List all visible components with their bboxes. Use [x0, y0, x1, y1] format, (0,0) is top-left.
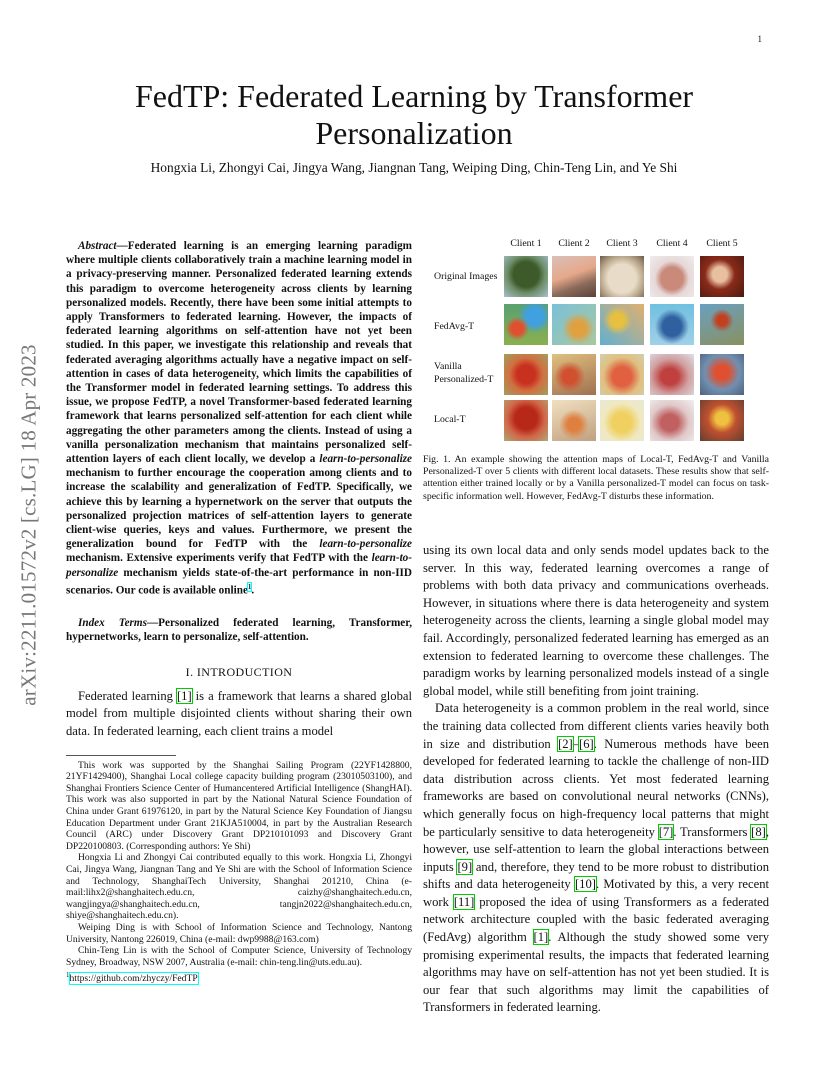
original-image-couch — [600, 256, 644, 297]
vanilla-map-2 — [552, 354, 596, 395]
fedavg-map-4 — [650, 304, 694, 345]
row-label: Local-T — [434, 414, 466, 425]
figure-caption: Fig. 1. An example showing the attention maps of Local-T, FedAvg-T and Vanilla Personalized-T over 5 clients with different local datasets. These results show that self-attention either trained locally or by a Vanilla personalized-T model can focus on task-specific information well. However, FedAvg-T disturbs these information. — [423, 454, 769, 502]
row-label: Original Images — [434, 271, 498, 282]
local-map-4 — [650, 400, 694, 441]
fedavg-map-1 — [504, 304, 548, 345]
left-column — [66, 239, 412, 985]
original-image-fish — [650, 256, 694, 297]
column-label: Client 4 — [656, 238, 688, 249]
footnote-divider — [66, 755, 176, 756]
citation-link[interactable]: [1] — [533, 930, 549, 945]
index-terms: Index Terms—Personalized federated learning, Transformer, hypernetworks, learn to personalize, self-attention. — [66, 616, 412, 644]
citation-link[interactable]: [6] — [579, 736, 594, 751]
footnote-ding: Weiping Ding is with School of Information Science and Technology, Nantong University, Nantong 226019, China (e-mail: dwp9988@163.com) — [66, 921, 412, 945]
abstract: Abstract—Federated learning is an emerging learning paradigm where multiple clients collaboratively train a machine learning model in a privacy-preserving manner. Personalized federated learning extends this paradigm to overcome heterogeneity across clients by learning personalized models. Recently, there have been some initial attempts to apply Transformers to federated learning. However, the impacts of federated learning algorithms on self-attention have not yet been studied. In this paper, we investigate this relationship and reveals that federated averaging algorithms actually have a negative impact on self-attention in cases of data heterogeneity, which limits the capabilities of the Transformer model in federated learning settings. To address this issue, we propose FedTP, a novel Transformer-based federated learning framework that learns personalized self-attention for each client while aggregating the other parameters among the clients. Instead of using a vanilla personalization mechanism that maintains personalized self-attention layers of each client locally, we develop a learn-to-personalize mechanism to further encourage the cooperation among clients and to increase the scalability and generalization of FedTP. Specifically, we achieve this by learning a hypernetwork on the server that outputs the personalized projection matrices of self-attention layers to generate client-wise queries, keys and values. Furthermore, we present the generalization bound for FedTP with the learn-to-personalize mechanism. Extensive experiments verify that FedTP with the learn-to-personalize mechanism yields state-of-the-art performance in non-IID scenarios. Our code is available online$^1$. — [66, 240, 412, 597]
figure-1 — [423, 238, 769, 503]
paper-title: FedTP: Federated Learning by Transformer Personalization — [134, 78, 694, 151]
column-label: Client 2 — [558, 238, 590, 249]
local-map-5 — [700, 400, 744, 441]
attention-map-grid — [423, 238, 769, 446]
abstract-label: Abstract — [78, 240, 117, 252]
citation-link[interactable]: [1] — [176, 688, 192, 703]
row-label: FedAvg-T — [434, 321, 475, 332]
citation-link[interactable]: [8] — [751, 824, 766, 839]
column-label: Client 1 — [510, 238, 542, 249]
intro-paragraph: Federated learning [1] is a framework that learns a shared global model from multiple disjointed clients without sharing their own data. In federated learning, each client trains a model — [66, 688, 412, 738]
footnote-affiliation: Hongxia Li and Zhongyi Cai contributed equally to this work. Hongxia Li, Zhongyi Cai, Jingya Wang, Jiangnan Tang and Ye Shi are with the School of Information Science and Technology, ShanghaiTech University, Shanghai 201210, China (e-mail:lihx2@shanghaitech.edu.cn, caizhy@shanghaitech.edu.cn, wangjingya@shanghaitech.edu.cn, tangjn2022@shanghaitech.edu.cn, shiye@shanghaitech.edu.cn). — [66, 852, 412, 922]
footnote-funding: This work was supported by the Shanghai Sailing Program (22YF1428800, 21YF1429400), Shanghai Local college capacity building program (23010503100), and Shanghai Frontiers Science Center of Humancentered Artificial Intelligence (ShangHAI). This work was also supported in part by the National Natural Science Foundation of China under Grant 61976120, in part by the Natural Science Key Foundation of Jiangsu Education Department under Grant 21KJA510004, in part by the Australian Research Council (ARC) under Discovery Grant DP210101093 and Discovery Grant DP220100803. (Corresponding authors: Ye Shi) — [66, 759, 412, 852]
footnote-link[interactable]: 1 — [247, 582, 252, 591]
row-label: Vanilla Personalized-T — [434, 361, 494, 385]
body-paragraph: using its own local data and only sends model updates back to the server. In this way, federated learning overcomes a range of problems with both data privacy and communications overheads. However, in situations where there is data heterogeneity and system heterogeneity across the clients, learning a single global model may fail. Accordingly, personalized federated learning has emerged as an extension to federated learning to overcome these challenges. The paradigm works by learning personalized models instead of a single global model, while still benefiting from joint training. — [423, 543, 769, 698]
local-map-3 — [600, 400, 644, 441]
local-map-2 — [552, 400, 596, 441]
author-list: Hongxia Li, Zhongyi Cai, Jingya Wang, Jiangnan Tang, Weiping Ding, Chin-Teng Lin, and Ye Shi — [150, 160, 678, 175]
original-image-tree — [504, 256, 548, 297]
vanilla-map-1 — [504, 354, 548, 395]
citation-link[interactable]: [10] — [574, 877, 596, 892]
page-number: 1 — [757, 34, 762, 44]
code-url-link[interactable]: https://github.com/zhyczy/FedTP — [69, 973, 198, 985]
original-image-volcano — [552, 256, 596, 297]
original-image-girl — [700, 256, 744, 297]
column-label: Client 3 — [606, 238, 638, 249]
citation-link[interactable]: [7] — [658, 824, 674, 839]
vanilla-map-5 — [700, 354, 744, 395]
section-heading: I. INTRODUCTION — [185, 665, 293, 680]
citation-link[interactable]: [2] — [558, 736, 573, 751]
citation-link[interactable]: [9] — [457, 859, 473, 874]
local-map-1 — [504, 400, 548, 441]
body-paragraph: Data heterogeneity is a common problem in the real world, since the training data collected from different clients varies heavily both in size and distribution [2]–[6]. Numerous methods have been developed for federated learning to tackle the challenge of non-IID data distribution across clients. Yet most federated learning frameworks are based on convolutional neural networks (CNNs), which generally focus on high-frequency local patterns that might be particularly sensitive to data heterogeneity [7]. Transformers [8], however, use self-attention to learn the global interactions between inputs [9] and, therefore, they tend to be more robust to distribution shifts and data heterogeneity [10]. Motivated by this, a very recent work [11] proposed the idea of using Transformers as a federated network architecture coupled with the basic federated averaging (FedAvg) algorithm [1]. Although the study showed some very promising experimental results, the impacts that federated learning algorithms may have on self-attention has not yet been studied. It is our fear that such algorithms may limit the capabilities of Transformers in federated learning. — [423, 701, 770, 1015]
right-column — [423, 542, 769, 1017]
citation-link[interactable]: [11] — [453, 894, 475, 909]
arxiv-stamp — [14, 290, 44, 760]
footnote-lin: Chin-Teng Lin is with the School of Computer Science, University of Technology Sydney, Broadway, NSW 2007, Australia (e-mail: chin-teng.lin@uts.edu.au). — [66, 945, 412, 968]
fedavg-map-3 — [600, 304, 644, 345]
fedavg-map-5 — [700, 304, 744, 345]
arxiv-id: arXiv:2211.01572v2 [cs.LG] 18 Apr 2023 — [16, 344, 41, 706]
fedavg-map-2 — [552, 304, 596, 345]
index-terms-label: Index Terms — [78, 616, 147, 629]
column-label: Client 5 — [706, 238, 738, 249]
vanilla-map-4 — [650, 354, 694, 395]
footnote-code: $^1$https://github.com/zhyczy/FedTP — [66, 971, 198, 985]
vanilla-map-3 — [600, 354, 644, 395]
